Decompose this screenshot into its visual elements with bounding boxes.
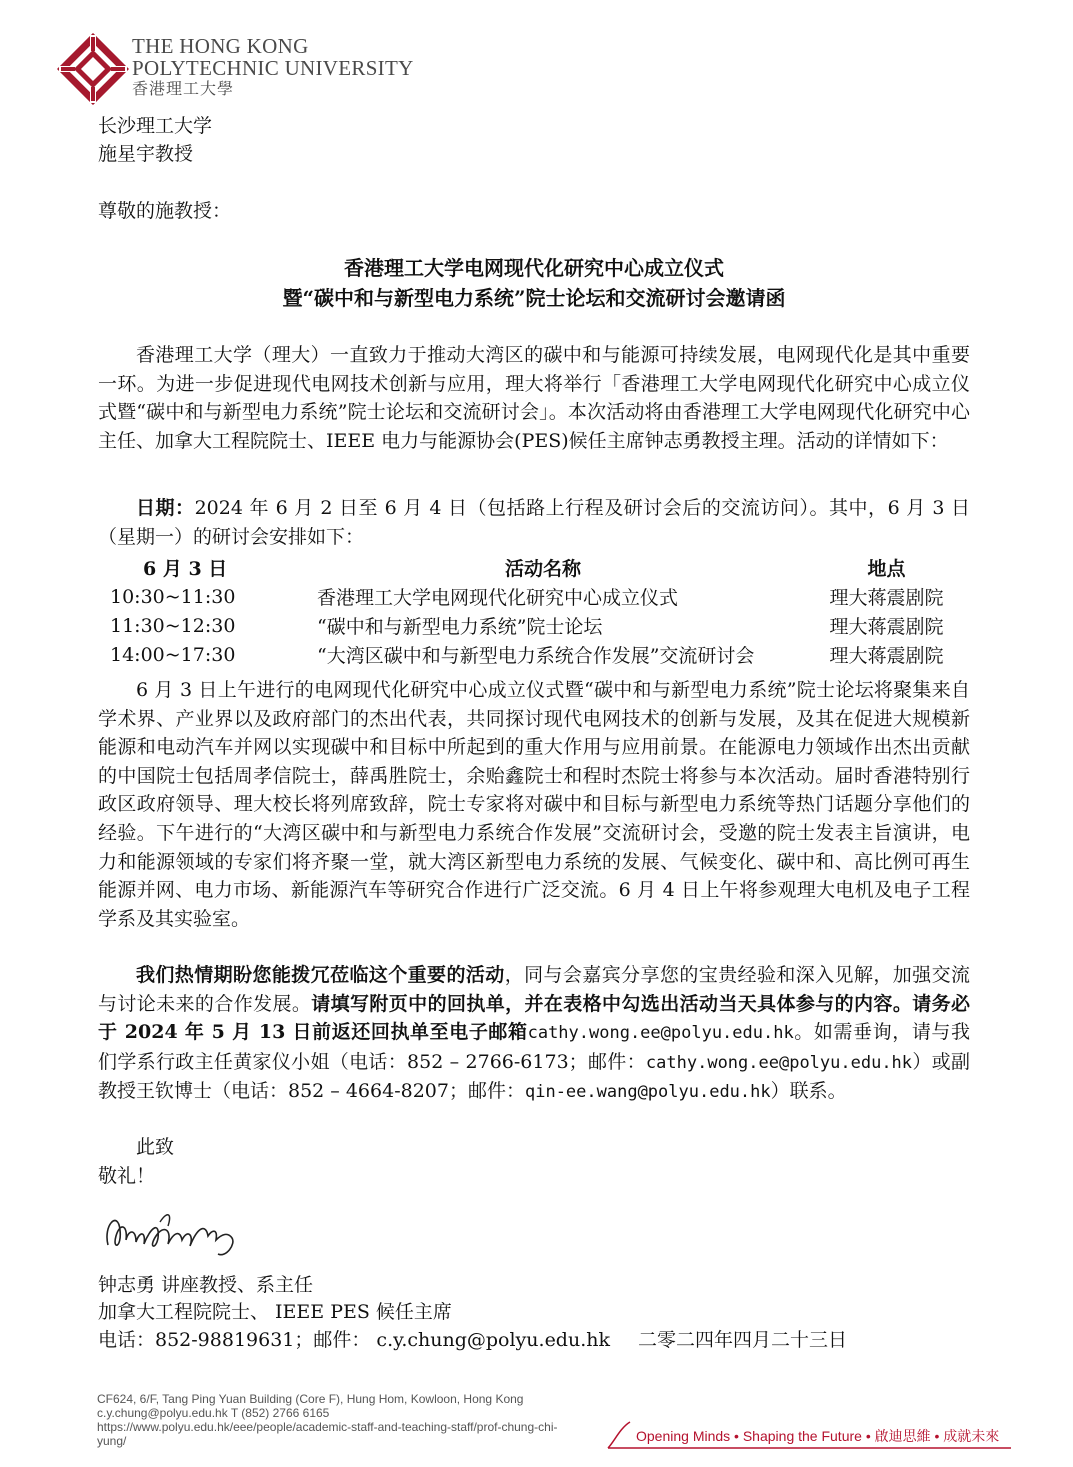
university-name-zh: 香港理工大學 [132, 81, 235, 98]
invite-bold-1: 我们热情期盼您能拨冗莅临这个重要的活动 [136, 964, 505, 986]
schedule-header-row [98, 553, 970, 582]
recipient-name: 施星宇教授 [98, 143, 194, 165]
schedule-event: “碳中和与新型电力系统”院士论坛 [317, 616, 603, 638]
contact-email-link-1b[interactable]: cathy.wong.ee@polyu.edu.hk [645, 1052, 913, 1073]
signatory-contact: 电话：852-98819631；邮件： c.y.chung@polyu.edu.hk [98, 1329, 610, 1351]
footer-email-tel: c.y.chung@polyu.edu.hk T (852) 2766 6165 [97, 1406, 330, 1420]
slogan-banner [606, 1420, 1016, 1450]
contact-email-link-1[interactable]: cathy.wong.ee@polyu.edu.hk [527, 1023, 794, 1044]
signatory-name-title: 钟志勇 讲座教授、系主任 [98, 1274, 314, 1296]
contact-email-link-2[interactable]: qin-ee.wang@polyu.edu.hk [524, 1082, 771, 1103]
contact-text-2: ）或副教授王钦博士（电话：852 – 4664-8207；邮件： [98, 1050, 970, 1103]
closing-line1: 此致 [136, 1136, 175, 1158]
signatory-honors: 加拿大工程院院士、 IEEE PES 候任主席 [98, 1301, 452, 1323]
letter-title-line2: 暨“碳中和与新型电力系统”院士论坛和交流研讨会邀请函 [282, 286, 786, 310]
slogan-text: Opening Minds • Shaping the Future • 啟迪思維 • 成就未來 [636, 1428, 1000, 1444]
invite-text-1: ，同与会嘉宾分享您的宝贵经验和深入见解，加强交流与讨论未来的合作发展。 [98, 964, 970, 1015]
schedule-venue: 理大蒋震剧院 [829, 587, 944, 609]
details-paragraph: 6 月 3 日上午进行的电网现代化研究中心成立仪式暨“碳中和与新型电力系统”院士论坛将聚集来自学术界、产业界以及政府部门的杰出代表，共同探讨现代电网技术的创新与发展，及其在促进大规模新能源和电动汽车并网以实现碳中和目标中所起到的重大作用与应用前景。在能源电力领域作出杰出贡献的中国院士包括周孝信院士，薛禹胜院士，余贻鑫院士和程时杰院士将参与本次活动。届时香港特别行政区政府领导、理大校长将列席致辞，院士专家将对碳中和目标与新型电力系统等热门话题分享他们的经验。下午进行的“大湾区碳中和与新型电力系统合作发展”交流研讨会，受邀的院士发表主旨演讲，电力和能源领域的专家们将齐聚一堂，就大湾区新型电力系统的发展、气候变化、碳中和、高比例可再生能源并网、电力市场、新能源汽车等研究合作进行广泛交流。6 月 4 日上午将参观理大电机及电子工程学系及其实验室。 [98, 679, 970, 930]
contact-text-3: ）联系。 [770, 1080, 847, 1103]
schedule-header-event: 活动名称 [504, 558, 581, 580]
letter-date: 二零二四年四月二十三日 [638, 1329, 848, 1351]
university-name-en-2: POLYTECHNIC UNIVERSITY [132, 56, 414, 80]
invite-bold-2: 请填写附页中的回执单，并在表格中勾选出活动当天具体参与的内容。请务必于 2024 年 5 月 13 日前返还回执单至电子邮箱 [98, 992, 970, 1044]
recipient-org: 长沙理工大学 [98, 115, 213, 137]
salutation: 尊敬的施教授： [98, 200, 232, 222]
contact-text-1: 。如需垂询，请与我们学系行政主任黄家仪小姐（电话：852 – 2766-6173；邮件： [98, 1021, 970, 1073]
handwritten-signature [98, 1200, 258, 1270]
schedule-event: “大湾区碳中和与新型电力系统合作发展”交流研讨会 [317, 645, 755, 667]
invitation-paragraph [98, 961, 970, 1107]
schedule-header-date: 6 月 3 日 [143, 558, 228, 580]
schedule-table [98, 553, 970, 669]
closing-line2: 敬礼！ [98, 1165, 156, 1187]
polyu-logo [57, 33, 129, 105]
footer-url[interactable]: https://www.polyu.edu.hk/eee/people/academic-staff-and-teaching-staff/prof-chung-chi-yung/ [97, 1420, 558, 1448]
schedule-time: 14:00~17:30 [110, 643, 236, 666]
date-label: 日期： [136, 497, 195, 519]
schedule-time: 11:30~12:30 [110, 614, 236, 637]
table-row [98, 582, 970, 611]
university-name [132, 36, 414, 98]
schedule-venue: 理大蒋震剧院 [829, 645, 944, 667]
date-paragraph [98, 494, 970, 551]
letter-title-line1: 香港理工大学电网现代化研究中心成立仪式 [344, 256, 724, 280]
date-text: 2024 年 6 月 2 日至 6 月 4 日（包括路上行程及研讨会后的交流访问）。其中，6 月 3 日（星期一）的研讨会安排如下： [98, 497, 970, 548]
table-row [98, 611, 970, 640]
university-name-en-1: THE HONG KONG [132, 34, 309, 58]
schedule-time: 10:30~11:30 [110, 585, 236, 608]
footer-address: CF624, 6/F, Tang Ping Yuan Building (Core F), Hung Hom, Kowloon, Hong Kong [97, 1392, 524, 1406]
schedule-venue: 理大蒋震剧院 [829, 616, 944, 638]
intro-paragraph: 香港理工大学（理大）一直致力于推动大湾区的碳中和与能源可持续发展，电网现代化是其中重要一环。为进一步促进现代电网技术创新与应用，理大将举行「香港理工大学电网现代化研究中心成立仪式暨“碳中和与新型电力系统”院士论坛和交流研讨会」。本次活动将由香港理工大学电网现代化研究中心主任、加拿大工程院院士、IEEE 电力与能源协会(PES)候任主席钟志勇教授主理。活动的详情如下： [98, 344, 970, 452]
table-row [98, 640, 970, 669]
footer-address-block [97, 1392, 577, 1448]
schedule-event: 香港理工大学电网现代化研究中心成立仪式 [317, 587, 679, 609]
schedule-header-venue: 地点 [867, 558, 906, 580]
